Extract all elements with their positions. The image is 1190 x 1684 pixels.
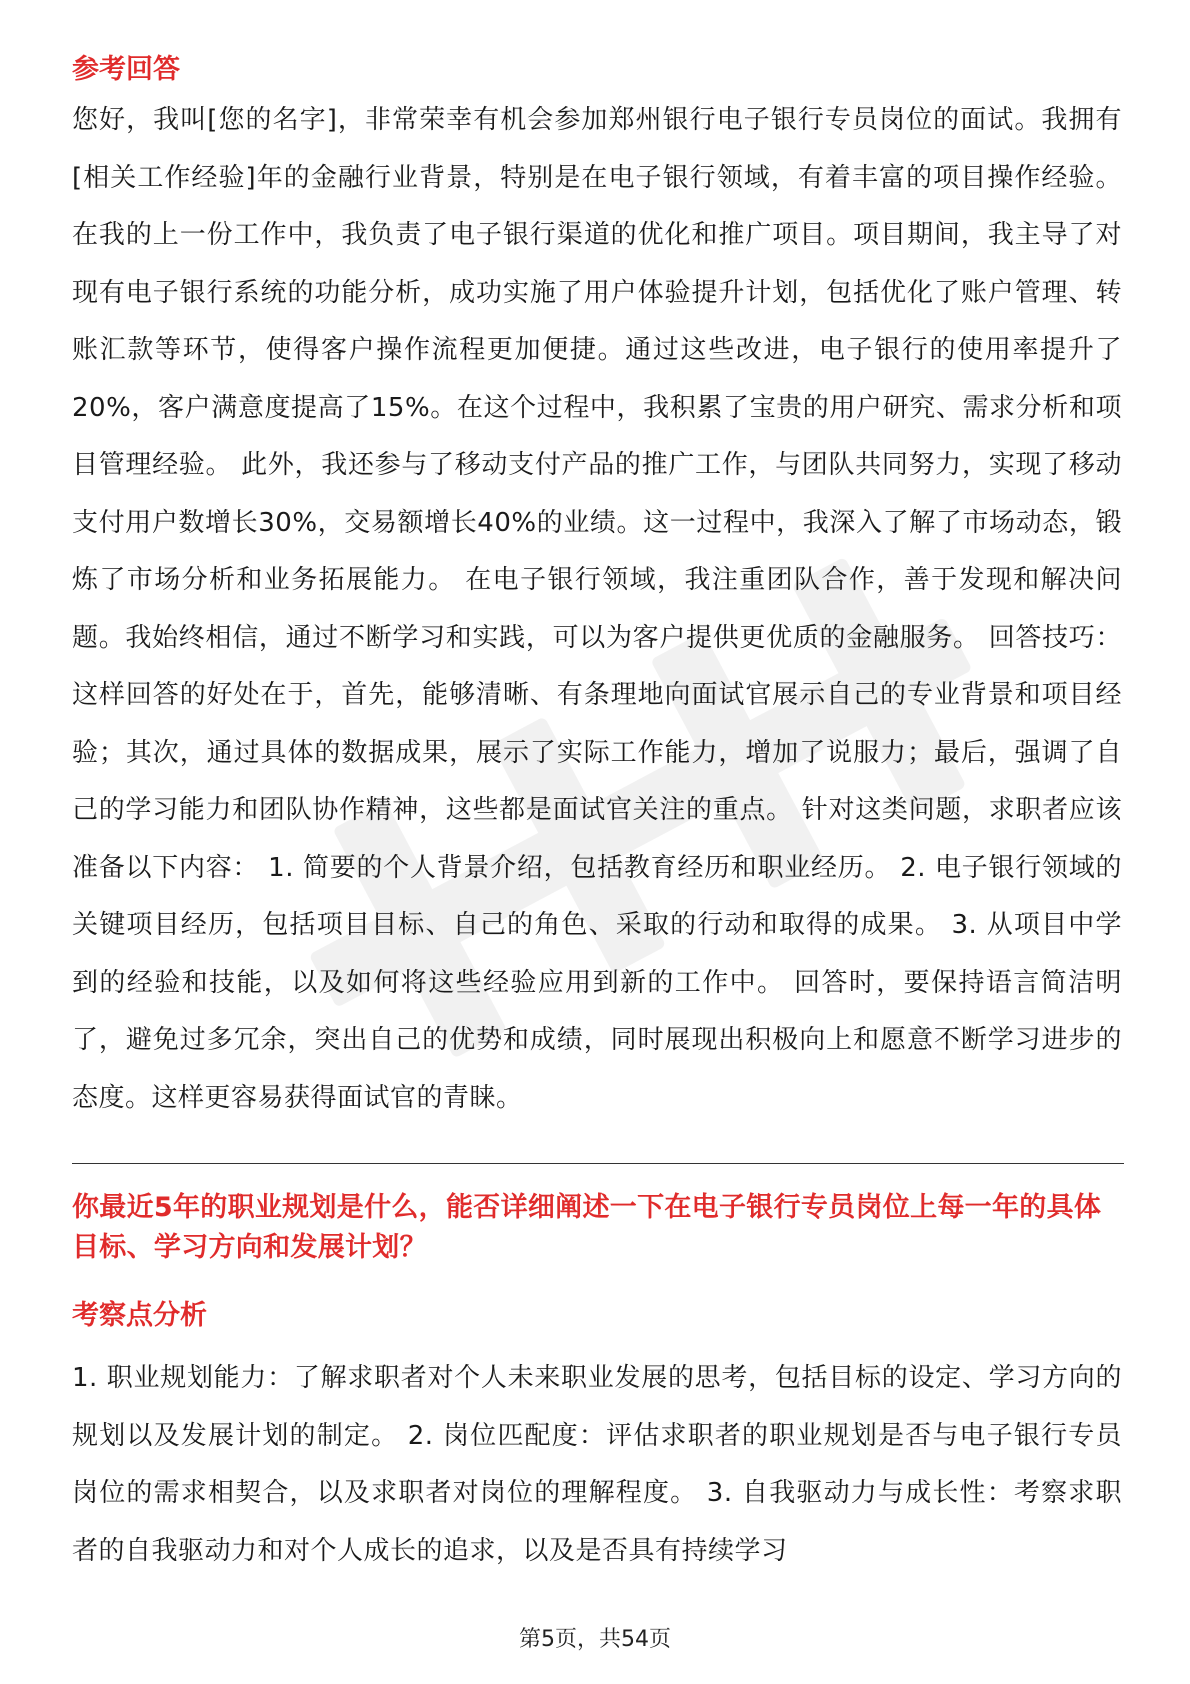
section-divider [72, 1163, 1124, 1164]
section-heading-analysis: 考察点分析 [72, 1300, 207, 1331]
section-heading-reference-answer: 参考回答 [72, 54, 180, 85]
analysis-paragraph: 1. 职业规划能力：了解求职者对个人未来职业发展的思考，包括目标的设定、学习方向的规划以及发展计划的制定。 2. 岗位匹配度：评估求职者的职业规划是否与电子银行专员岗位的需求相契合，以及求职者对岗位的理解程度。 3. 自我驱动力与成长性：考察求职者的自我驱动力和对个人成长的追求，以及是否具有持续学习 [72, 1363, 1122, 1566]
page-number-footer: 第5页，共54页 [519, 1627, 671, 1652]
document-page [72, 44, 1122, 1580]
reference-answer-paragraph: 您好，我叫[您的名字]，非常荣幸有机会参加郑州银行电子银行专员岗位的面试。我拥有[相关工作经验]年的金融行业背景，特别是在电子银行领域，有着丰富的项目操作经验。 在我的上一份工作中，我负责了电子银行渠道的优化和推广项目。项目期间，我主导了对现有电子银行系统的功能分析，成功实施了用户体验提升计划，包括优化了账户管理、转账汇款等环节，使得客户操作流程更加便捷。通过这些改进，电子银行的使用率提升了20%，客户满意度提高了15%。在这个过程中，我积累了宝贵的用户研究、需求分析和项目管理经验。 此外，我还参与了移动支付产品的推广工作，与团队共同努力，实现了移动支付用户数增长30%，交易额增长40%的业绩。这一过程中，我深入了解了市场动态，锻炼了市场分析和业务拓展能力。 在电子银行领域，我注重团队合作，善于发现和解决问题。我始终相信，通过不断学习和实践，可以为客户提供更优质的金融服务。 回答技巧： 这样回答的好处在于，首先，能够清晰、有条理地向面试官展示自己的专业背景和项目经验；其次，通过具体的数据成果，展示了实际工作能力，增加了说服力；最后，强调了自己的学习能力和团队协作精神，这些都是面试官关注的重点。 针对这类问题，求职者应该准备以下内容： 1. 简要的个人背景介绍，包括教育经历和职业经历。 2. 电子银行领域的关键项目经历，包括项目目标、自己的角色、采取的行动和取得的成果。 3. 从项目中学到的经验和技能，以及如何将这些经验应用到新的工作中。 回答时，要保持语言简洁明了，避免过多冗余，突出自己的优势和成绩，同时展现出积极向上和愿意不断学习进步的态度。这样更容易获得面试官的青睐。 [72, 105, 1122, 1113]
interview-question: 你最近5年的职业规划是什么，能否详细阐述一下在电子银行专员岗位上每一年的具体目标、学习方向和发展计划？ [72, 1192, 1102, 1263]
